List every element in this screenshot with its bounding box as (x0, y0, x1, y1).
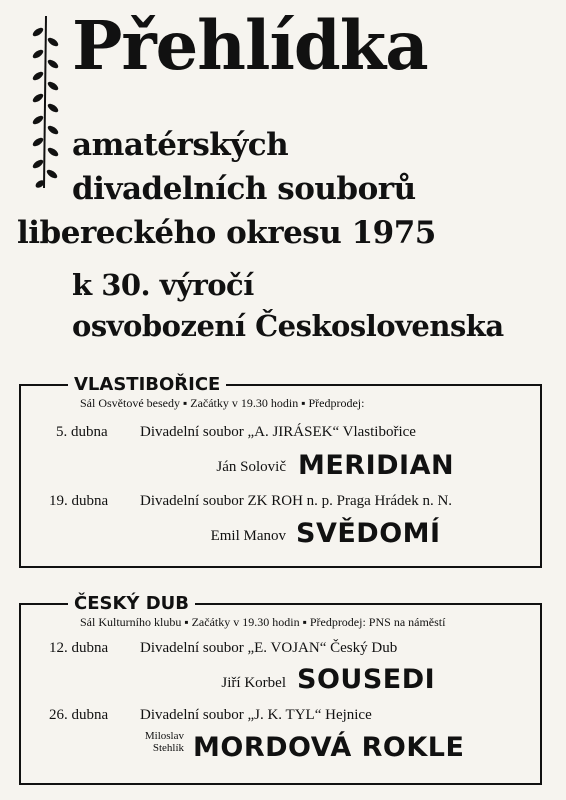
laurel-branch-icon (28, 12, 62, 192)
performance-date: 5. dubna (56, 424, 108, 440)
performance-play: SOUSEDI (297, 664, 436, 695)
performance-play: MORDOVÁ ROKLE (193, 732, 465, 763)
occasion-line-1: k 30. výročí (72, 268, 254, 302)
subtitle-line-3: libereckého okresu 1975 (17, 215, 436, 251)
section-title: ČESKÝ DUB (68, 595, 195, 613)
section-info: Sál Kulturního klubu ▪ Začátky v 19.30 hodin ▪ Předprodej: PNS na náměstí (80, 615, 446, 629)
author-first-name: Miloslav (144, 730, 184, 742)
subtitle-line-2: divadelních souborů (72, 171, 416, 207)
performance-author: Jiří Korbel (221, 675, 286, 691)
section-info: Sál Osvětové besedy ▪ Začátky v 19.30 hodin ▪ Předprodej: (80, 396, 365, 410)
performance-author (120, 730, 184, 754)
performance-company: Divadelní soubor ZK ROH n. p. Praga Hrádek n. N. (140, 493, 453, 509)
poster-title: Přehlídka (72, 6, 428, 85)
performance-date: 12. dubna (49, 640, 109, 656)
subtitle-line-1: amatérských (72, 127, 289, 163)
performance-company: Divadelní soubor „J. K. TYL“ Hejnice (140, 707, 372, 723)
performance-date: 19. dubna (49, 493, 109, 509)
performance-play: MERIDIAN (298, 450, 455, 481)
performance-company: Divadelní soubor „A. JIRÁSEK“ Vlastibořice (140, 424, 416, 440)
performance-author: Ján Solovič (216, 459, 286, 475)
occasion-line-2: osvobození Československa (72, 309, 504, 343)
performance-company: Divadelní soubor „E. VOJAN“ Český Dub (140, 640, 398, 656)
author-last-name: Stehlík (152, 742, 184, 755)
performance-play: SVĚDOMÍ (296, 518, 441, 549)
performance-author: Emil Manov (210, 528, 286, 544)
section-title: VLASTIBOŘICE (68, 376, 226, 394)
performance-date: 26. dubna (49, 707, 109, 723)
